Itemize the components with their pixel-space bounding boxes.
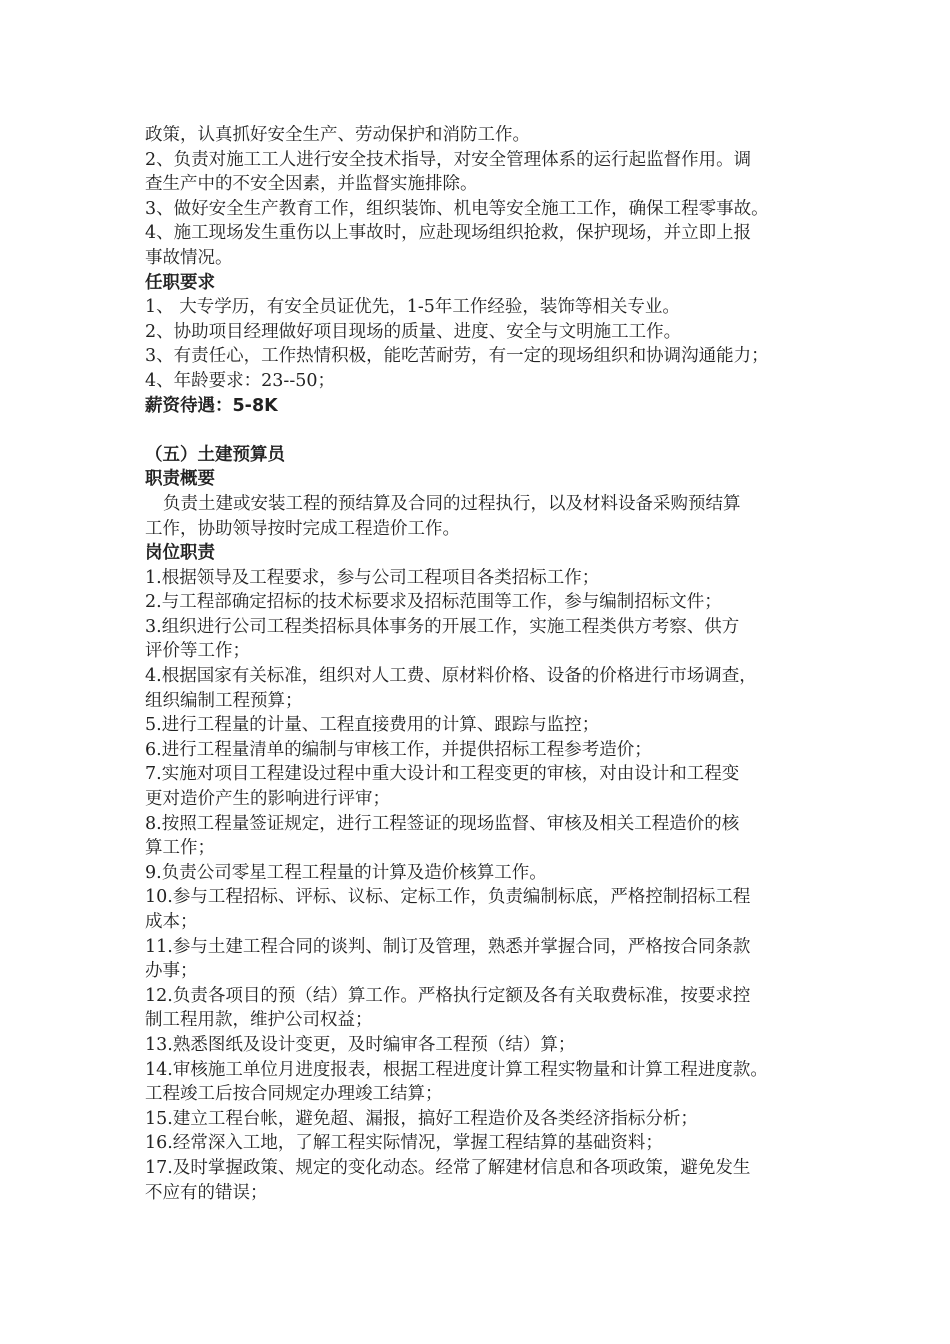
- duty-item: 15.建立工程台帐，避免超、漏报，搞好工程造价及各类经济指标分析；: [145, 1108, 698, 1129]
- section-heading: 任职要求: [145, 272, 215, 293]
- blank-line: [145, 418, 825, 443]
- text-line: 4、施工现场发生重伤以上事故时，应赴现场组织抢救，保护现场，并立即上报: [145, 223, 752, 244]
- duty-item: 1.根据领导及工程要求，参与公司工程项目各类招标工作；: [145, 567, 600, 588]
- section-heading: 岗位职责: [145, 543, 215, 564]
- text-line: 3、做好安全生产教育工作，组织装饰、机电等安全施工工作，确保工程零事故。: [145, 198, 769, 219]
- text-line: 1、 大专学历，有安全员证优先，1-5年工作经验，装饰等相关专业。: [145, 297, 680, 318]
- salary-line: 薪资待遇：5-8K: [145, 395, 278, 416]
- text-line: 政策，认真抓好安全生产、劳动保护和消防工作。: [145, 125, 530, 145]
- text-line: 4、年龄要求：23--50；: [145, 370, 335, 391]
- duty-item: 6.进行工程量清单的编制与审核工作，并提供招标工程参考造价；: [145, 739, 652, 760]
- text-line: 查生产中的不安全因素，并监督实施排除。: [145, 174, 478, 195]
- duty-item: 17.及时掌握政策、规定的变化动态。经常了解建材信息和各项政策，避免发生: [145, 1157, 751, 1178]
- text-line: 工作，协助领导按时完成工程造价工作。: [145, 518, 460, 539]
- duty-item: 2.与工程部确定招标的技术标要求及招标范围等工作，参与编制招标文件；: [145, 592, 722, 613]
- section-heading: 职责概要: [145, 469, 215, 490]
- duty-item: 4.根据国家有关标准，组织对人工费、原材料价格、设备的价格进行市场调查，: [145, 666, 757, 687]
- duty-item: 12.负责各项目的预（结）算工作。严格执行定额及各有关取费标准，按要求控: [145, 985, 751, 1006]
- duty-item-continued: 工程竣工后按合同规定办理竣工结算；: [145, 1084, 443, 1105]
- duty-item: 5.进行工程量的计量、工程直接费用的计算、跟踪与监控；: [145, 715, 600, 736]
- text-line: 2、负责对施工工人进行安全技术指导，对安全管理体系的运行起监督作用。调: [145, 149, 752, 170]
- text-line: 负责土建或安装工程的预结算及合同的过程执行，以及材料设备采购预结算: [163, 493, 741, 514]
- duty-item-continued: 更对造价产生的影响进行评审；: [145, 789, 390, 810]
- document-body: [145, 123, 825, 1205]
- duty-item-continued: 算工作；: [145, 838, 215, 859]
- duty-item: 11.参与土建工程合同的谈判、制订及管理，熟悉并掌握合同，严格按合同条款: [145, 936, 751, 957]
- text-line: 3、有责任心，工作热情积极，能吃苦耐劳，有一定的现场组织和协调沟通能力；: [145, 346, 769, 367]
- text-line: 2、协助项目经理做好项目现场的质量、进度、安全与文明施工工作。: [145, 321, 682, 342]
- duty-item: 16.经常深入工地，了解工程实际情况，掌握工程结算的基础资料；: [145, 1133, 663, 1154]
- duty-item: 8.按照工程量签证规定，进行工程签证的现场监督、审核及相关工程造价的核: [145, 813, 740, 834]
- duty-item-continued: 不应有的错误；: [145, 1182, 268, 1203]
- duty-item-continued: 制工程用款，维护公司权益；: [145, 1010, 373, 1031]
- duty-item-continued: 办事；: [145, 961, 198, 982]
- duty-item: 10.参与工程招标、评标、议标、定标工作，负责编制标底，严格控制招标工程: [145, 887, 751, 908]
- duty-item: 7.实施对项目工程建设过程中重大设计和工程变更的审核，对由设计和工程变: [145, 764, 740, 785]
- position-title: （五）土建预算员: [145, 444, 285, 465]
- duty-item: 3.组织进行公司工程类招标具体事务的开展工作，实施工程类供方考察、供方: [145, 616, 740, 637]
- duty-item: 9.负责公司零星工程工程量的计算及造价核算工作。: [145, 862, 547, 883]
- duty-item: 14.审核施工单位月进度报表，根据工程进度计算工程实物量和计算工程进度款。: [145, 1059, 768, 1080]
- duty-item: 13.熟悉图纸及设计变更，及时编审各工程预（结）算；: [145, 1034, 576, 1055]
- duty-item-continued: 评价等工作；: [145, 641, 250, 662]
- duty-item-continued: 成本；: [145, 912, 198, 932]
- duty-item-continued: 组织编制工程预算；: [145, 690, 303, 711]
- text-line: 事故情况。: [145, 247, 233, 268]
